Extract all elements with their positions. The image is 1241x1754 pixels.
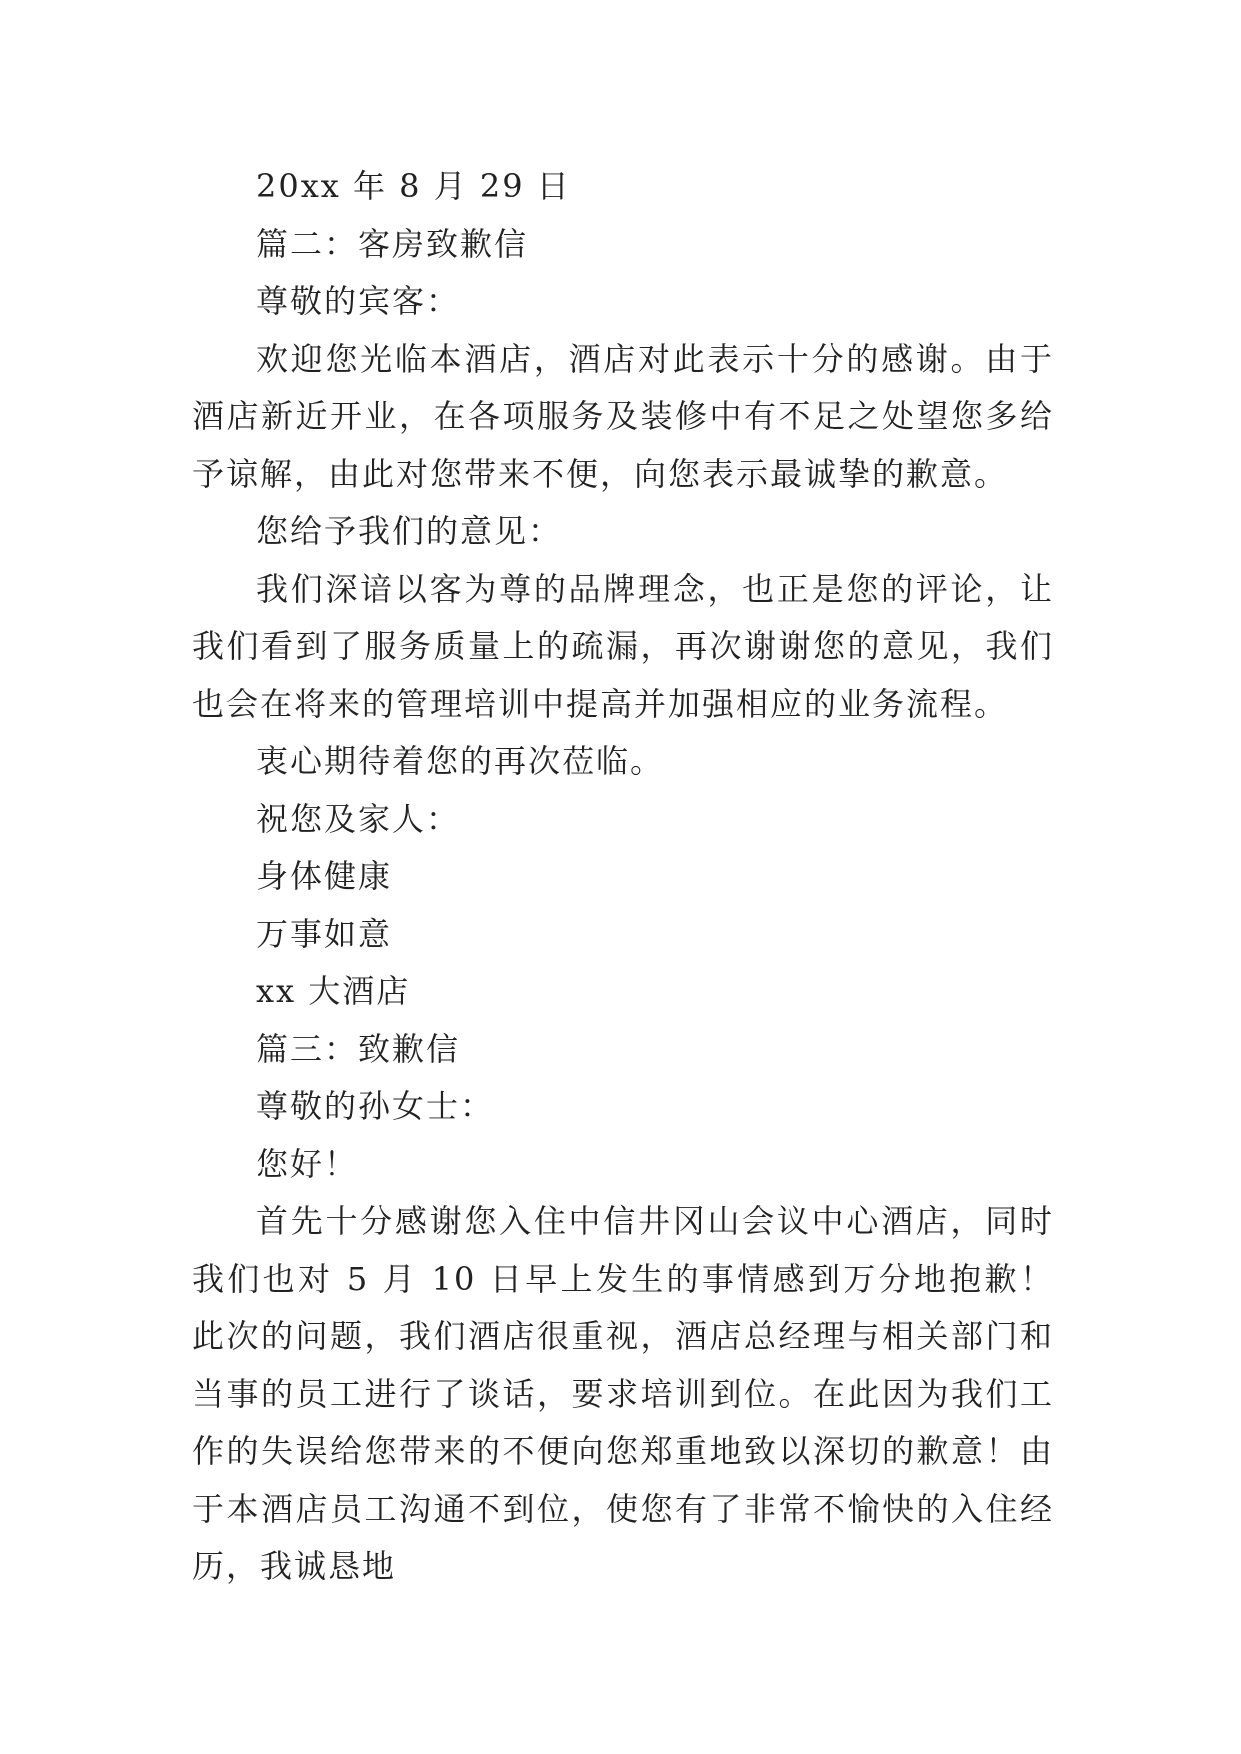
- body-paragraph: 欢迎您光临本酒店，酒店对此表示十分的感谢。由于酒店新近开业，在各项服务及装修中有不足之处望您多给予谅解，由此对您带来不便，向您表示最诚挚的歉意。: [192, 339, 1054, 493]
- salutation: 尊敬的宾客：: [256, 282, 461, 320]
- closing-line: 万事如意: [256, 914, 393, 953]
- body-paragraph: 衷心期待着您的再次莅临。: [256, 742, 665, 780]
- body-paragraph: 我们深谙以客为尊的品牌理念，也正是您的评论，让我们看到了服务质量上的疏漏，再次谢谢您的意见，我们也会在将来的管理培训中提高并加强相应的业务流程。: [192, 569, 1054, 723]
- closing-line: 身体健康: [256, 857, 393, 895]
- closing-line: 祝您及家人：: [256, 799, 461, 838]
- section-heading-3: 篇三：致歉信: [256, 1029, 461, 1068]
- greeting: 您好！: [256, 1144, 359, 1183]
- section-heading-2: 篇二：客房致歉信: [256, 224, 529, 263]
- date-line: 20xx 年 8 月 29 日: [256, 167, 571, 205]
- document-body: [192, 158, 1054, 1596]
- salutation: 尊敬的孙女士：: [256, 1087, 495, 1125]
- body-paragraph: 首先十分感谢您入住中信井冈山会议中心酒店，同时我们也对 5 月 10 日早上发生的事情感到万分地抱歉！此次的问题，我们酒店很重视，酒店总经理与相关部门和当事的员工进行了谈话，要求培训到位。在此因为我们工作的失误给您带来的不便向您郑重地致以深切的歉意！由于本酒店员工沟通不到位，使您有了非常不愉快的入住经历，我诚恳地: [192, 1202, 1054, 1585]
- signature: xx 大酒店: [256, 972, 411, 1010]
- subheading: 您给予我们的意见：: [256, 512, 563, 550]
